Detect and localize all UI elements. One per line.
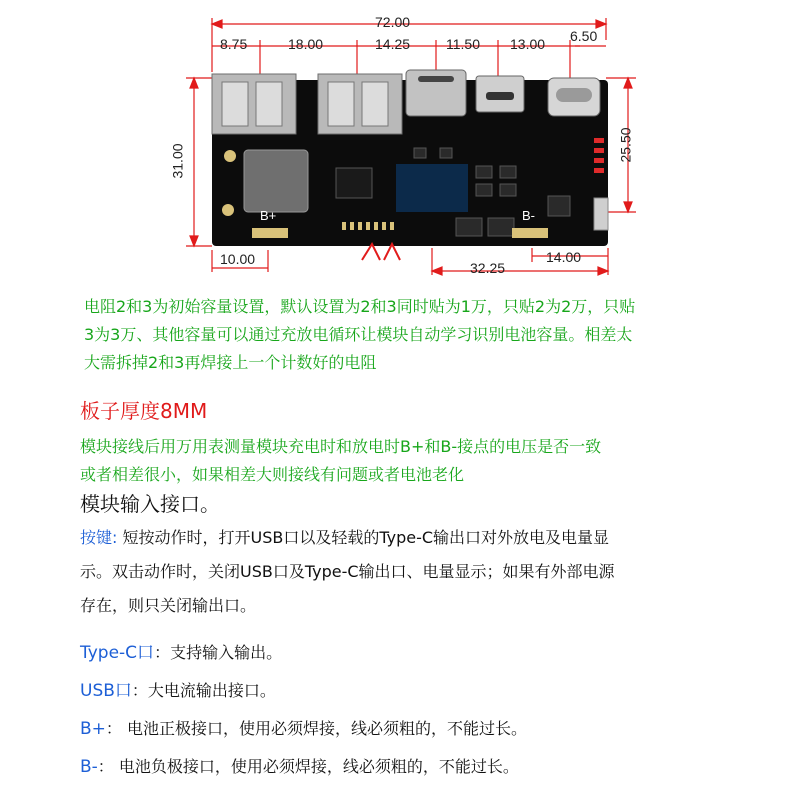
resistor-pointer-arrows <box>362 244 400 260</box>
button-line: 示。双击动作时，关闭USB口及Type-C输出口、电量显示；如果有外部电源 <box>80 562 615 581</box>
typec-text: ：支持输入输出。 <box>154 643 283 662</box>
usb-description <box>80 674 276 708</box>
bminus-label: B- <box>80 757 98 777</box>
dim-seg-2: 18.00 <box>288 36 324 52</box>
wiring-note-line: 或者相差很小，如果相差大则接线有问题或者电池老化 <box>80 465 465 484</box>
usb-label: USB口 <box>80 681 132 701</box>
board-label-bplus: B+ <box>260 208 277 223</box>
dim-seg-4: 11.50 <box>446 36 480 52</box>
resistor-note <box>84 293 635 377</box>
push-button <box>594 198 608 230</box>
usb-port-2 <box>318 74 402 134</box>
wiring-note-line: 模块接线后用万用表测量模块充电时和放电时B+和B-接点的电压是否一致 <box>80 437 602 456</box>
dim-seg-1: 8.75 <box>220 36 248 52</box>
typec-label: Type-C口 <box>80 643 155 663</box>
dim-seg-3: 14.25 <box>375 36 411 52</box>
button-line: 存在，则只关闭输出口。 <box>80 596 257 615</box>
button-description <box>80 521 615 623</box>
main-chip <box>336 168 372 198</box>
dim-height-left: 31.00 <box>169 143 186 179</box>
typec-port-large <box>406 70 466 116</box>
dim-bottom-left: 10.00 <box>220 251 256 267</box>
board-diagram <box>0 0 800 285</box>
bplus-label: B+ <box>80 719 106 739</box>
resistor-note-line: 3为3万、其他容量可以通过充放电循环让模块自动学习识别电池容量。相差太 <box>84 325 633 344</box>
dim-bottom-right: 14.00 <box>546 249 582 265</box>
button-line <box>80 521 615 555</box>
dim-bottom-mid: 32.25 <box>470 260 506 276</box>
button-label: 按键: <box>80 528 118 547</box>
micro-usb-port <box>476 76 524 112</box>
usb-port-1 <box>212 74 296 134</box>
bplus-text: ： 电池正极接口，使用必须焊接，线必须粗的，不能过长。 <box>105 719 528 738</box>
bminus-text: ： 电池负极接口，使用必须焊接，线必须粗的，不能过长。 <box>97 757 519 776</box>
pad-bminus <box>512 228 548 238</box>
resistor-note-line: 大需拆掉2和3再焊接上一个计数好的电阻 <box>84 353 377 372</box>
bminus-description <box>80 750 519 784</box>
button-text: 短按动作时，打开USB口以及轻载的Type-C输出口对外放电及电量显 <box>117 528 610 547</box>
wiring-note <box>80 433 601 489</box>
mount-hole <box>222 204 234 216</box>
board-label-bminus: B- <box>522 208 535 223</box>
bplus-description <box>80 712 527 746</box>
usb-text: ：大电流输出接口。 <box>131 681 276 700</box>
resistor-note-line: 电阻2和3为初始容量设置，默认设置为2和3同时贴为1万，只贴2为2万，只贴 <box>84 297 636 316</box>
inductor <box>244 150 308 212</box>
dim-seg-5: 13.00 <box>510 36 546 52</box>
dim-height-right: 25.50 <box>617 127 634 163</box>
interface-title: 模块输入接口。 <box>80 492 220 516</box>
display-area <box>396 164 468 212</box>
mount-hole <box>224 150 236 162</box>
dim-seg-6: 6.50 <box>570 28 598 44</box>
dim-total-width: 72.00 <box>375 14 411 30</box>
typec-port-small <box>548 78 600 116</box>
typec-description <box>80 636 282 670</box>
board-thickness: 板子厚度8MM <box>80 399 208 423</box>
pad-bplus <box>252 228 288 238</box>
